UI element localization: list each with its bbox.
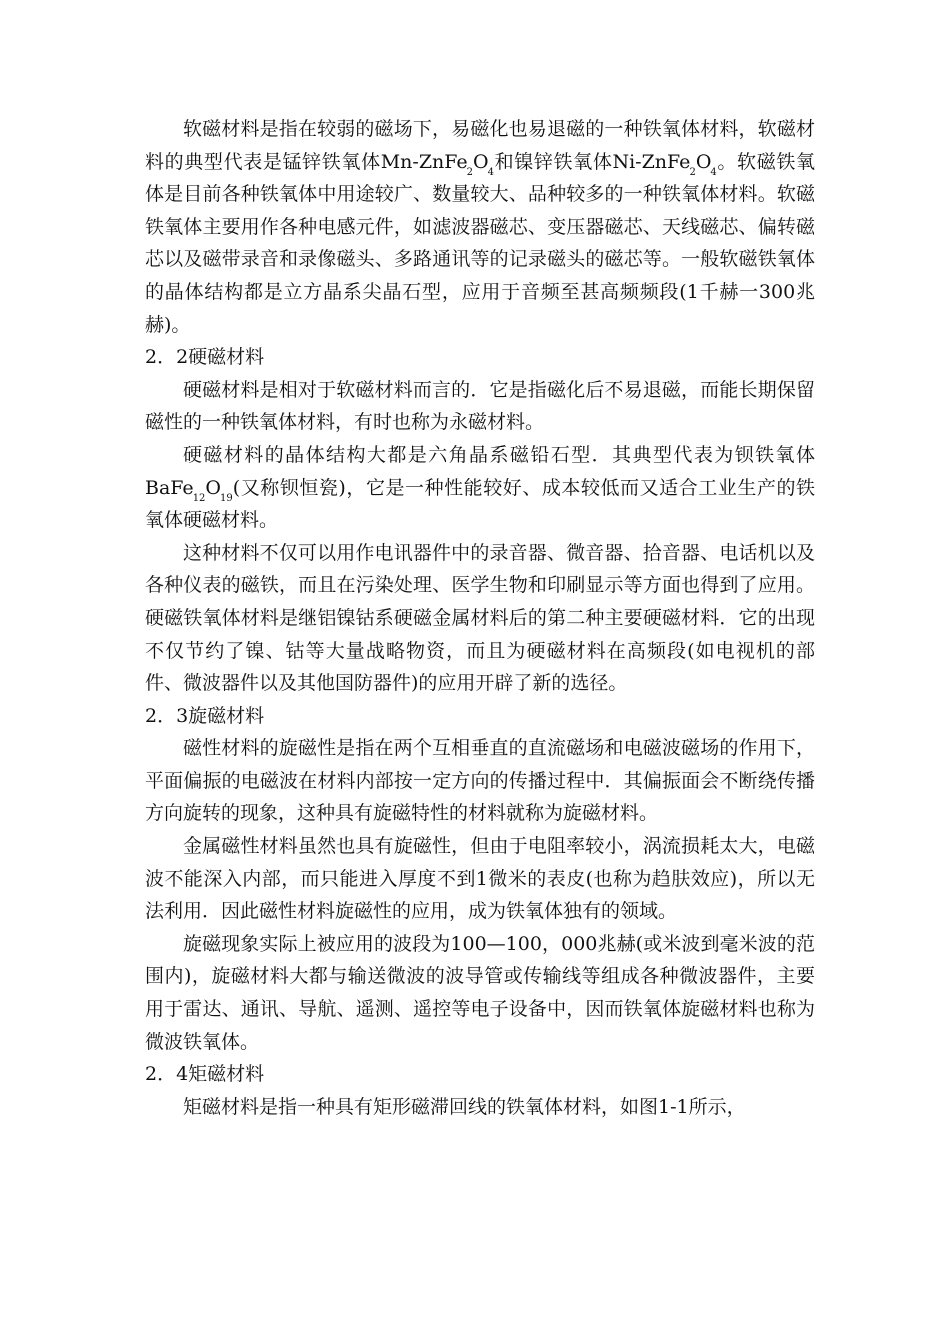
text-run: 软磁材料是指在较弱的磁场下，易磁化也易退磁的一种铁氧体材料，软磁材料的典型代表是锰锌铁氧体Mn-ZnFe [145, 118, 815, 173]
text-run: 和镍锌铁氧体Ni-ZnFe [493, 150, 691, 173]
subscript: 2 [466, 166, 474, 178]
text-run: 。软磁铁氧体是目前各种铁氧体中用途较广、数量较大、品种较多的一种铁氧体材料。软磁铁氧体主要用作各种电感元件，如滤波器磁芯、变压器磁芯、天线磁芯、偏转磁芯以及磁带录音和录像磁头、多路通讯等的记录磁头的磁芯等。一般软磁铁氧体的晶体结构都是立方晶系尖晶石型，应用于音频至甚高频频段(1千赫一300兆赫)。 [145, 150, 815, 336]
section-heading-2-3: 2．3旋磁材料 [145, 704, 265, 727]
paragraph-gyromagnetic-uses: 旋磁现象实际上被应用的波段为100—100，000兆赫(或米波到毫米波的范围内)，旋磁材料大都与输送微波的波导管或传输线等组成各种微波器件，主要用于雷达、通讯、导航、遥测、遥控等电子设备中，因而铁氧体旋磁材料也称为微波铁氧体。 [145, 932, 815, 1053]
subscript: 19 [220, 492, 233, 504]
text-run: (又称钡恒瓷)，它是一种性能较好、成本较低而又适合工业生产的铁氧体硬磁材料。 [145, 476, 815, 532]
subscript: 2 [689, 166, 696, 178]
paragraph-rectangular-magnetic: 矩磁材料是指一种具有矩形磁滞回线的铁氧体材料，如图1-1所示， [183, 1095, 746, 1118]
paragraph-hard-magnetic-uses: 这种材料不仅可以用作电讯器件中的录音器、微音器、拾音器、电话机以及各种仪表的磁铁，而且在污染处理、医学生物和印刷显示等方面也得到了应用。硬磁铁氧体材料是继铝镍钴系硬磁金属材料后的第二种主要硬磁材料．它的出现不仅节约了镍、钴等大量战略物资，而且为硬磁材料在高频段(如电视机的部件、微波器件以及其他国防器件)的应用开辟了新的选径。 [145, 541, 815, 695]
text-run: O [695, 150, 712, 173]
paragraph-soft-magnetic [145, 113, 815, 341]
subscript: 12 [192, 492, 206, 504]
paragraph-gyromagnetic-def: 磁性材料的旋磁性是指在两个互相垂直的直流磁场和电磁波磁场的作用下，平面偏振的电磁波在材料内部按一定方向的传播过程中．其偏振面会不断绕传播方向旋转的现象，这种具有旋磁特性的材料就称为旋磁材料。 [145, 737, 815, 825]
section-heading-2-2: 2．2硬磁材料 [145, 346, 265, 369]
text-run: 硬磁材料的晶体结构大都是六角晶系磁铅石型．其典型代表为钡铁氧体BaFe [145, 443, 815, 499]
paragraph-hard-magnetic-structure [145, 439, 815, 537]
paragraph-gyromagnetic-metal: 金属磁性材料虽然也具有旋磁性，但由于电阻率较小，涡流损耗太大，电磁波不能深入内部，而只能进入厚度不到1微米的表皮(也称为趋肤效应)，所以无法利用．因此磁性材料旋磁性的应用，成为铁氧体独有的领域。 [145, 835, 815, 923]
subscript: 4 [710, 166, 717, 178]
text-run: O [205, 476, 221, 499]
paragraph-hard-magnetic-def: 硬磁材料是相对于软磁材料而言的．它是指磁化后不易退磁，而能长期保留磁性的一种铁氧体材料，有时也称为永磁材料。 [145, 378, 815, 434]
document-body [145, 113, 815, 1123]
text-run: O [473, 150, 489, 173]
subscript: 4 [487, 166, 494, 178]
section-heading-2-4: 2．4矩磁材料 [145, 1063, 265, 1086]
